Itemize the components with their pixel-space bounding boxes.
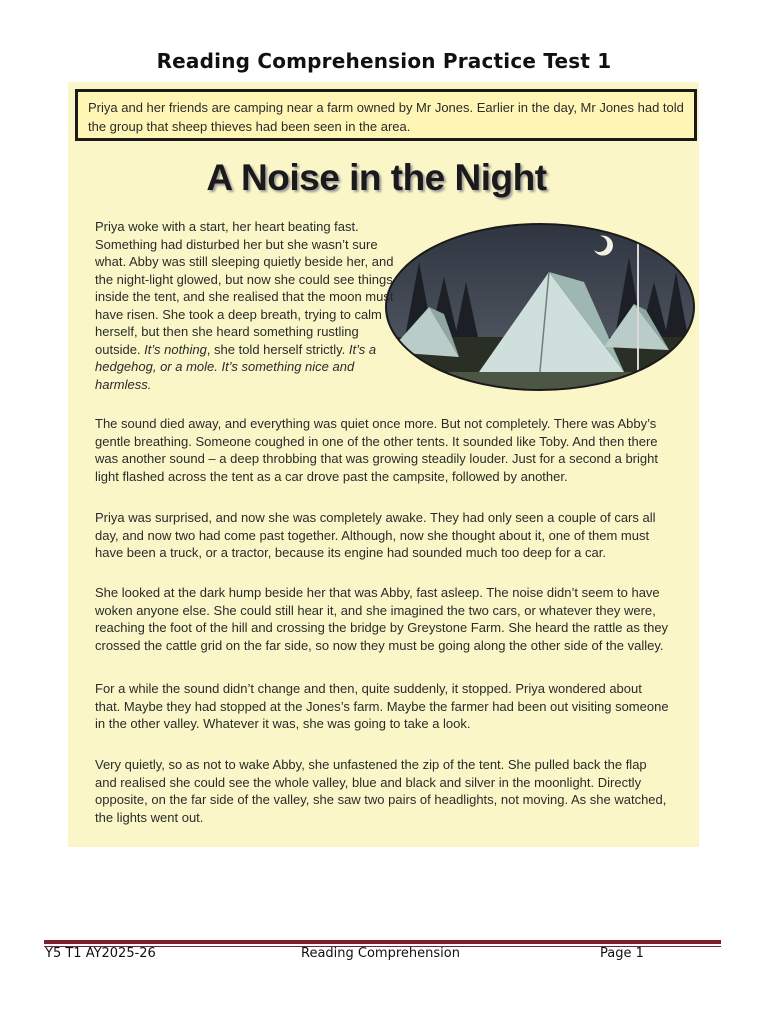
paragraph-1-italic-1: It’s nothing xyxy=(144,341,207,357)
footer-page-number: Page 1 xyxy=(600,946,644,961)
paragraph-1-italic-2: It’s a hedgehog, or a mole. It’s something nice and harmless. xyxy=(95,341,377,392)
paragraph-5: For a while the sound didn’t change and then, quite suddenly, it stopped. Priya wondered about that. Maybe they had stopped at the Jones’s farm. Maybe the farmer had been out visiting someone in the other valley. Whatever it was, she was going to take a look. xyxy=(95,681,669,731)
paragraph-1 xyxy=(95,218,395,393)
paragraph-3: Priya was surprised, and now she was completely awake. They had only seen a couple of cars all day, and now two had come past together. Although, now she thought about it, one of them must have been a truck, or a tractor, because its engine had sounded much too deep for a car. xyxy=(95,510,656,560)
story-title: A Noise in the Night xyxy=(206,157,547,198)
document-title: Reading Comprehension Practice Test 1 xyxy=(156,49,612,73)
intro-box: Priya and her friends are camping near a farm owned by Mr Jones. Earlier in the day, Mr Jones had told the group that sheep thieves had been seen in the area. xyxy=(75,89,697,141)
footer-rule-thick xyxy=(44,940,721,944)
paragraph-6: Very quietly, so as not to wake Abby, she unfastened the zip of the tent. She pulled back the flap and realised she could see the whole valley, blue and black and silver in the moonlight. Directly opposite, on the far side of the valley, she saw two pairs of headlights, not moving. As she watched, the lights went out. xyxy=(95,757,667,825)
footer-course-code: Y5 T1 AY2025-26 xyxy=(45,946,156,961)
paragraph-4: She looked at the dark hump beside her that was Abby, fast asleep. The noise didn’t seem to have woken anyone else. She could still hear it, and she imagined the two cars, or whatever they were, reaching the foot of the hill and crossing the bridge by Greystone Farm. She heard the rattle as they crossed the cattle grid on the far side, so now they must be going along the other side of the valley. xyxy=(95,585,669,653)
paragraph-1-mid: , she told herself strictly. xyxy=(206,341,349,357)
footer-subject: Reading Comprehension xyxy=(301,946,460,961)
night-campsite-illustration xyxy=(384,222,696,392)
paragraph-2: The sound died away, and everything was quiet once more. But not completely. There was Abby’s gentle breathing. Someone coughed in one of the other tents. It sounded like Toby. And then there was another sound – a deep throbbing that was growing steadily louder. Just for a second a bright light flashed across the tent as a car drove past the campsite, followed by another. xyxy=(95,416,658,484)
paragraph-1-text: Priya woke with a start, her heart beating fast. Something had disturbed her but she wasn’t sure what. Abby was still sleeping quietly beside her, and the night-light glowed, but now she could see things inside the tent, and she realised that the moon must have risen. She took a deep breath, trying to calm herself, but then she heard something rustling outside. xyxy=(95,219,394,357)
passage-panel xyxy=(68,82,699,847)
